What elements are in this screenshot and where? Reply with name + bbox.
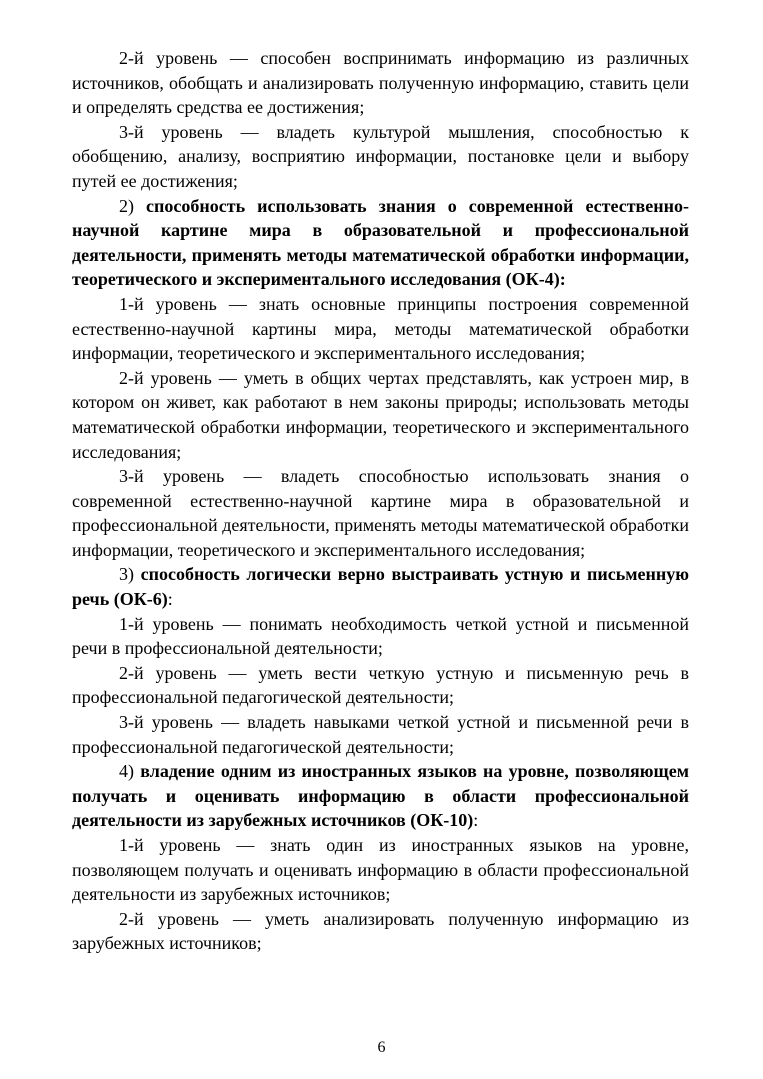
paragraph (72, 833, 689, 907)
paragraph (72, 907, 689, 956)
paragraph-text: 1-й уровень — знать основные принципы построения современной естественно-научной картины мира, методы математической обработки информации, теоретического и экспериментального исследования; (72, 293, 689, 364)
paragraph-bold-text: владение одним из иностранных языков на уровне, позволяющем получать и оценивать информацию в области профессиональной деятельности из зарубежных источников (ОК-10) (72, 761, 689, 831)
paragraph (72, 292, 689, 366)
paragraph-text: 1-й уровень — знать один из иностранных языков на уровне, позволяющем получать и оценивать информацию в области профессиональной деятельности из зарубежных источников; (72, 835, 689, 905)
paragraph (72, 562, 689, 611)
paragraph-bold-text: способность использовать знания о современной естественно-научной картине мира в образовательной и профессиональной деятельности, применять методы математической обработки информации, теоретического и экспериментального исследования (ОК-4): (72, 195, 689, 290)
paragraph (72, 464, 689, 562)
paragraph (72, 710, 689, 759)
paragraph (72, 366, 689, 464)
paragraph-text: 2-й уровень — уметь анализировать полученную информацию из зарубежных источников; (72, 908, 689, 954)
paragraph-bold-text: способность логически верно выстраивать устную и письменную речь (ОК-6) (72, 564, 689, 610)
paragraph-prefix: 4) (119, 761, 141, 782)
paragraph (72, 661, 689, 710)
paragraph (72, 120, 689, 194)
paragraph-text: : (473, 810, 479, 831)
paragraph-text: : (167, 589, 173, 610)
document-body (72, 46, 689, 956)
paragraph-text: 3-й уровень — владеть способностью использовать знания о современной естественно-научной картине мира в образовательной и профессиональной деятельности, применять методы математической обработки информации, теоретического и экспериментального исследования; (72, 466, 689, 560)
paragraph-text: 2-й уровень — уметь в общих чертах представлять, как устроен мир, в котором он живет, как работают в нем законы природы; использовать методы математической обработки информации, теоретического и экспериментального исследования; (72, 367, 689, 462)
paragraph-prefix: 2) (119, 195, 147, 216)
paragraph-text: 2-й уровень — уметь вести четкую устную и письменную речь в профессиональной педагогической деятельности; (72, 662, 689, 708)
paragraph-text: 3-й уровень — владеть навыками четкой устной и письменной речи в профессиональной педагогической деятельности; (72, 712, 689, 757)
paragraph (72, 612, 689, 661)
page-number: 6 (377, 1039, 386, 1056)
paragraph-text: 3-й уровень — владеть культурой мышления, способностью к обобщению, анализу, восприятию информации, постановке цели и выбору путей ее достижения; (72, 121, 689, 191)
paragraph-prefix: 3) (119, 564, 141, 585)
paragraph (72, 46, 689, 120)
paragraph-text: 1-й уровень — понимать необходимость четкой устной и письменной речи в профессиональной деятельности; (72, 613, 689, 659)
paragraph (72, 194, 689, 292)
paragraph (72, 759, 689, 833)
paragraph-text: 2-й уровень — способен воспринимать информацию из различных источников, обобщать и анализировать полученную информацию, ставить цели и определять средства ее достижения; (72, 48, 689, 118)
